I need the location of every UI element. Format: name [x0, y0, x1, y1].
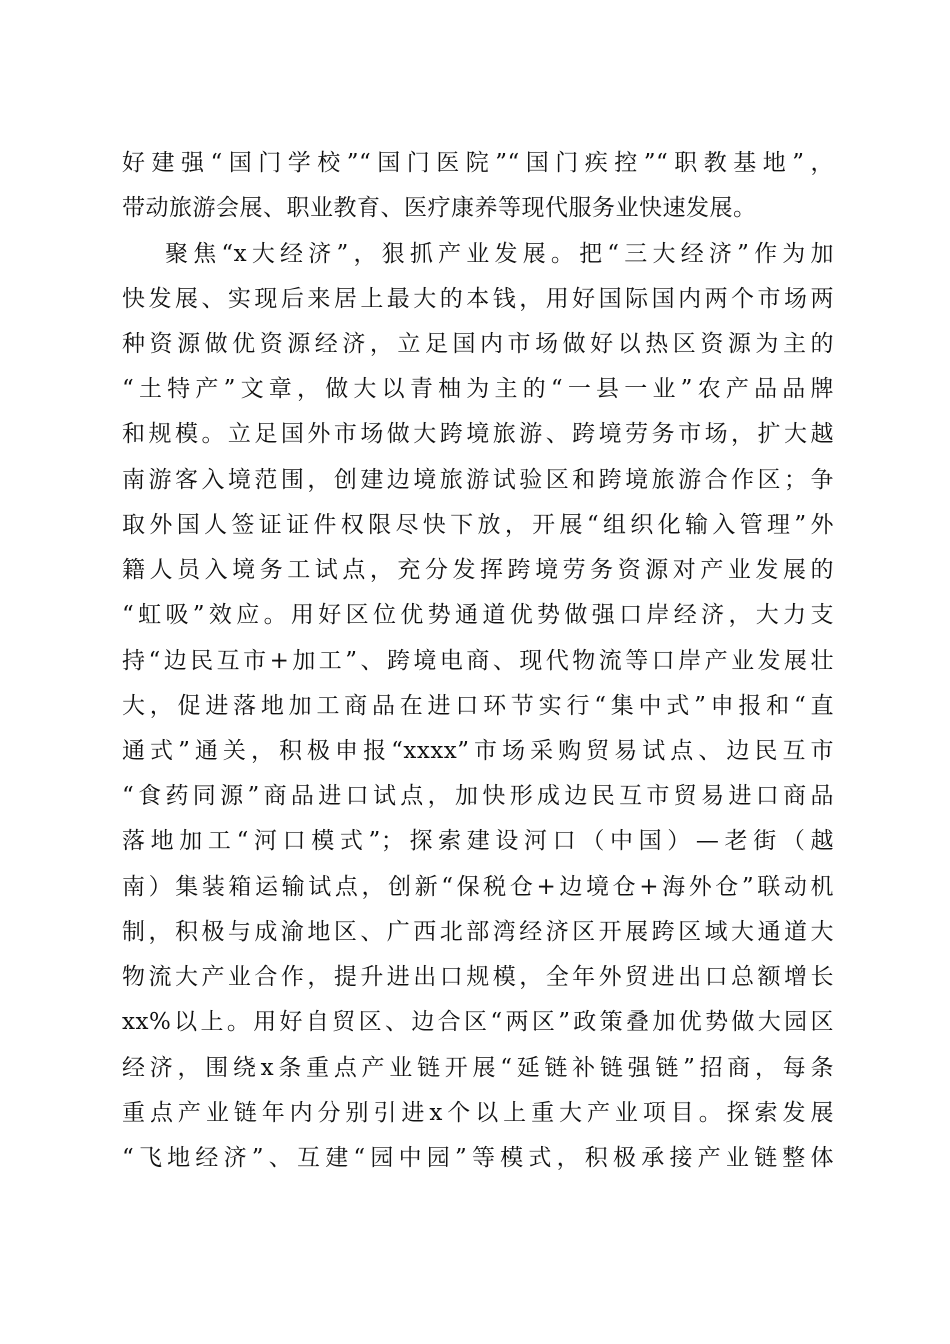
text-line-4: 快发展、实现后来居上最大的本钱，用好国际国内两个市场两: [122, 286, 834, 312]
text-line-11: “虹吸”效应。用好区位优势通道优势做强口岸经济，大力支: [122, 602, 834, 628]
text-line-14: 通式”通关，积极申报“xxxx”市场采购贸易试点、边民互市: [122, 738, 834, 764]
text-line-17: 南）集装箱运输试点，创新“保税仓+边境仓+海外仓”联动机: [122, 874, 834, 900]
text-line-6: “土特产”文章，做大以青柚为主的“一县一业”农产品品牌: [122, 376, 834, 402]
text-line-13: 大，促进落地加工商品在进口环节实行“集中式”申报和“直: [122, 693, 834, 719]
text-line-16: 落地加工“河口模式”；探索建设河口（中国）—老街（越: [122, 828, 834, 854]
text-line-9: 取外国人签证证件权限尽快下放，开展“组织化输入管理”外: [122, 512, 834, 538]
text-line-2: 带动旅游会展、职业教育、医疗康养等现代服务业快速发展。: [122, 195, 757, 221]
text-line-22: 重点产业链年内分别引进x个以上重大产业项目。探索发展: [122, 1100, 834, 1126]
text-line-23: “飞地经济”、互建“园中园”等模式，积极承接产业链整体: [122, 1145, 834, 1171]
text-line-20: xx%以上。用好自贸区、边合区“两区”政策叠加优势做大园区: [122, 1009, 834, 1035]
text-line-12: 持“边民互市+加工”、跨境电商、现代物流等口岸产业发展壮: [122, 648, 834, 674]
text-line-5: 种资源做优资源经济，立足国内市场做好以热区资源为主的: [122, 331, 834, 357]
text-line-8: 南游客入境范围，创建边境旅游试验区和跨境旅游合作区；争: [122, 467, 834, 493]
text-line-15: “食药同源”商品进口试点，加快形成边民互市贸易进口商品: [122, 783, 834, 809]
text-line-19: 物流大产业合作，提升进出口规模，全年外贸进出口总额增长: [122, 964, 834, 990]
text-line-1: 好建强“国门学校”“国门医院”“国门疾控”“职教基地”，: [122, 150, 834, 176]
text-line-10: 籍人员入境务工试点，充分发挥跨境劳务资源对产业发展的: [122, 557, 834, 583]
text-line-21: 经济，围绕x条重点产业链开展“延链补链强链”招商，每条: [122, 1055, 834, 1081]
text-line-7: 和规模。立足国外市场做大跨境旅游、跨境劳务市场，扩大越: [122, 421, 834, 447]
paragraph-first-line: 聚焦“x大经济”，狠抓产业发展。把“三大经济”作为加: [165, 241, 834, 267]
text-line-18: 制，积极与成渝地区、广西北部湾经济区开展跨区域大通道大: [122, 919, 834, 945]
